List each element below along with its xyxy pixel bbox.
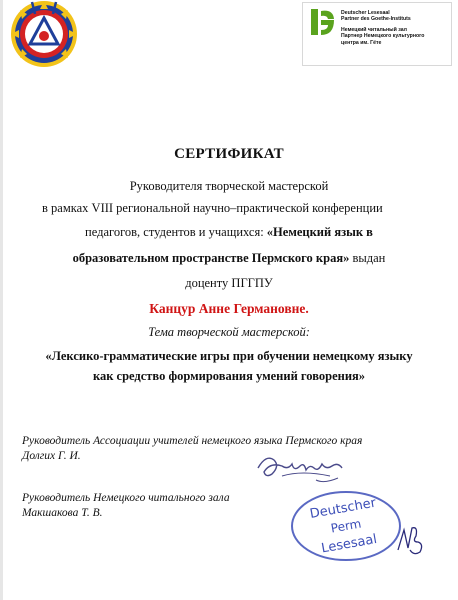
certificate-line-3 [10, 225, 448, 240]
signatory-2-role: Руководитель Немецкого читального зала [22, 492, 230, 504]
certificate-line-1: Руководителя творческой мастерской [129, 179, 329, 193]
partner-line-5: центра им. Гёте [341, 39, 382, 46]
partner-line-1: Deutscher Lesesaal [341, 10, 390, 16]
line-4-text: выдан [352, 251, 386, 265]
certificate-line-2: в рамках VIII региональной научно–практической конференции [42, 201, 383, 215]
theme-title-line-2: как средство формирования умений говорения» [92, 369, 366, 383]
signatory-1-role: Руководитель Ассоциации учителей немецкого языка Пермского края [22, 435, 363, 447]
certificate-title: СЕРТИФИКАТ [174, 146, 284, 162]
partner-line-3: Немецкий читальный зал [341, 26, 407, 33]
partner-line-2: Partner des Goethe-Instituts [341, 16, 411, 23]
stamp-line-3: Lesesaal [320, 531, 379, 557]
signatory-2-name: Макшакова Т. В. [22, 507, 103, 519]
partner-line-4: Партнер Немецкого культурного [341, 33, 425, 40]
goethe-partner-text [341, 10, 449, 46]
handwritten-signature [252, 446, 352, 488]
initials-signature [394, 520, 430, 560]
conference-title-part-2: образовательном пространстве Пермского края» [72, 251, 350, 265]
association-emblem-icon [8, 0, 80, 72]
deutscher-lesesaal-stamp [288, 486, 406, 564]
theme-label: Тема творческой мастерской: [148, 325, 310, 339]
conference-title-part-1: «Немецкий язык в [266, 225, 373, 239]
theme-title-line-1: «Лексико-грамматические игры при обучении немецкому языку [45, 349, 413, 363]
certificate-line-5: доценту ПГГПУ [185, 276, 273, 290]
certificate-line-4 [10, 251, 448, 266]
goethe-partner-logo [302, 2, 452, 66]
signatory-1-name: Долгих Г. И. [22, 450, 81, 462]
stamp-line-1: Deutscher [308, 495, 378, 522]
stamp-line-2: Perm [329, 516, 363, 536]
goethe-logo-icon [307, 7, 337, 39]
line-3-text: педагогов, студентов и учащихся: [85, 225, 264, 239]
recipient-name: Канцур Анне Германовне. [149, 301, 309, 316]
